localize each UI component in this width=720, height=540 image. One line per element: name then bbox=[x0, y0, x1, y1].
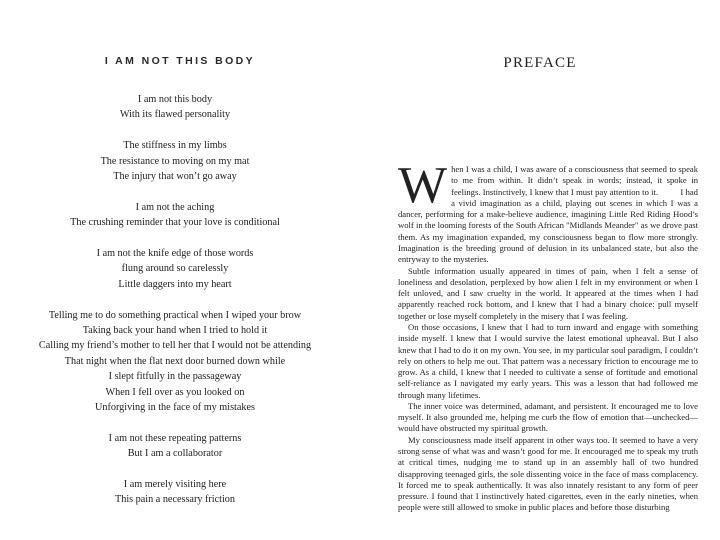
poem-stanza bbox=[0, 92, 350, 123]
poem-stanza bbox=[0, 431, 350, 462]
poem-line: That night when the flat next door burned down while bbox=[64, 355, 286, 367]
preface-paragraph: My consciousness made itself apparent in other ways too. It seemed to have a very strong sense of what was and wasn’t good for me. It encouraged me to speak my truth at critical times, nudging me to stand up in an assembly hall of two hundred disapproving teenaged girls, the sole dissenting voice in the face of mass complacency. It forced me to speak authentically. It was also innately resistant to any form of peer pressure. I found that I instinctively hated cigarettes, even in the early nineties, when people were still allowed to smoke in public places and before those disturbing bbox=[398, 434, 698, 513]
poem-line: I am not the knife edge of those words bbox=[96, 248, 254, 260]
poem-line: I am not this body bbox=[137, 94, 213, 105]
preface-indented-text: I had a vivid imagination as a child, playing out scenes in which I bbox=[451, 186, 698, 208]
poem-line: The injury that won’t go away bbox=[113, 171, 237, 183]
right-page bbox=[360, 0, 720, 540]
poem-line: The resistance to moving on my mat bbox=[100, 155, 250, 167]
poem-line: I am not the aching bbox=[135, 201, 215, 213]
poem-line: But I am a collaborator bbox=[127, 448, 223, 460]
poem-line: Telling me to do something practical when I wiped your brow bbox=[48, 309, 302, 321]
poem-line: Unforgiving in the face of my mistakes bbox=[95, 402, 255, 414]
poem-line: I am not these repeating patterns bbox=[108, 432, 242, 444]
poem-title: I AM NOT THIS BODY bbox=[104, 55, 256, 67]
poem-line: This pain a necessary friction bbox=[115, 494, 235, 506]
preface-title: PREFACE bbox=[503, 55, 577, 71]
poem-line: flung around so carelessly bbox=[121, 263, 229, 275]
preface-paragraphs bbox=[398, 266, 698, 514]
poem-stanza bbox=[0, 308, 350, 416]
poem-line: The stiffness in my limbs bbox=[123, 140, 227, 152]
poem-stanza bbox=[0, 138, 350, 184]
poem-line: When I fell over as you looked on bbox=[105, 386, 245, 398]
poem-stanza bbox=[0, 246, 350, 292]
poem-line: With its flawed personality bbox=[119, 109, 231, 121]
preface-paragraph: Subtle information usually appeared in times of pain, when I felt a sense of loneliness and desolation, perplexed by how alien I felt in my environment or when I felt unloved, and I saw cruelty in the world. It appeared at the times when I had apparently reached rock bottom, and I knew that I had a binary choice: pull myself together or lose myself completely in the misery that I was feeling. bbox=[398, 265, 698, 321]
preface-paragraph: On those occasions, I knew that I had to turn inward and engage with something inside myself. I knew that I would survive the latest emotional upheaval. But I also knew that I had to do it on my own. You see, in my particular soul paradigm, I couldn’t rely on others to help me out. That pattern was a necessary friction to encourage me to grow. As a child, I knew that I needed to cultivate a sense of fortitude and emotional self-reliance as I navigated my early years. This was a lesson that had followed me through many lifetimes. bbox=[398, 321, 698, 400]
preface-lead-text: hen I was a child, I was aware of a consciousness that seemed to speak to me from within. It didn’t speak in words; instead, it spoke in feelings. Instinctively, I knew that I must pay attention to it. bbox=[451, 164, 698, 197]
poem-line: I am merely visiting here bbox=[123, 479, 227, 491]
poem-line: Little daggers into my heart bbox=[118, 278, 232, 290]
poem-line: The crushing reminder that your love is conditional bbox=[70, 217, 280, 229]
preface-continued-text: was a dancer, performing for a make-believe audience, imagining Little Red Riding Hood’s wolf in the looming forests of the South African "Midlands Meander" as we drove past them. As my imagination expanded, my consciousness began to flow more strongly. Imagination is the breeding ground of delusion in its unbalanced state, but also the entryway to the mysteries. bbox=[398, 197, 698, 265]
poem-line: I slept fitfully in the passageway bbox=[108, 371, 242, 383]
preface-text bbox=[398, 157, 698, 514]
preface-paragraph bbox=[398, 157, 698, 266]
preface-paragraph: The inner voice was determined, adamant, and persistent. It encouraged me to love myself. It also grounded me, helping me curb the flow of emotion that—unchecked—would have obstructed my spiritual growth. bbox=[398, 400, 698, 434]
drop-cap: W bbox=[398, 157, 448, 214]
poem-stanza bbox=[0, 200, 350, 231]
poem-line: Taking back your hand when I tried to hold it bbox=[82, 325, 268, 337]
poem-line: Calling my friend’s mother to tell her that I would not be attending bbox=[38, 340, 312, 352]
poem-stanza bbox=[0, 477, 350, 508]
poem-body bbox=[0, 92, 350, 523]
